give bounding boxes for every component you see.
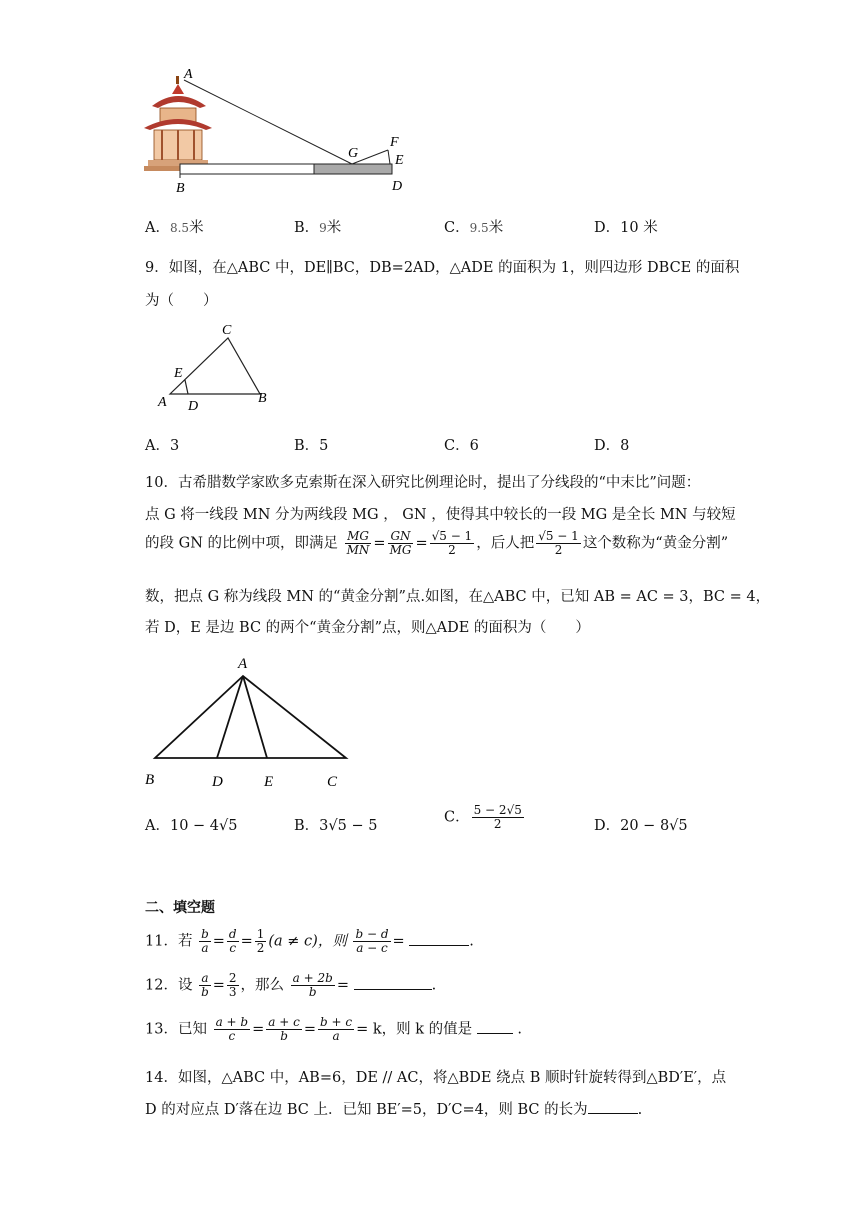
q8-option-d[interactable] bbox=[594, 216, 658, 237]
q14-line2-text: D 的对应点 D′落在边 BC 上．已知 BE′=5，D′C=4，则 BC 的长为 bbox=[145, 1102, 588, 1118]
q11-prefix: 11．若 bbox=[145, 933, 193, 950]
q10-label-E: E bbox=[264, 774, 274, 790]
q8-option-a-letter: A． bbox=[145, 220, 170, 236]
q8-label-E: E bbox=[395, 153, 404, 168]
q8-option-c-letter: C． bbox=[444, 220, 470, 236]
q8-option-c-unit: 米 bbox=[488, 220, 504, 236]
q8-label-B: B bbox=[176, 181, 185, 196]
q8-option-b-letter: B． bbox=[294, 220, 320, 236]
q11-frac-b-a: $\frac{b}{a}$ bbox=[201, 927, 209, 955]
q8-option-a-value: 8.5 bbox=[169, 221, 190, 235]
q12-prefix: 12．设 bbox=[145, 977, 193, 994]
q13-tail: . bbox=[517, 1021, 522, 1038]
q13-frac-1: $\frac{a + b}{c}$ bbox=[215, 1015, 249, 1043]
q8-option-d-value: 10 bbox=[620, 220, 639, 236]
q12-frac-result: $\frac{a + 2b}{b}$ bbox=[292, 971, 333, 999]
q11-frac-result: $\frac{b - d}{a - c}$ bbox=[355, 927, 389, 955]
q12-answer-blank[interactable] bbox=[354, 977, 432, 990]
q14-line2 bbox=[145, 1098, 642, 1119]
q10-line3: 的段 GN 的比例中项，即满足 $\frac{MG}{MN}$ = $\frac{GN}{MG}$ = $\frac{√5 - 1}{2}$ ，后人把 $\frac{√5 - 1}{2}$ 这个数称为“黄金分割” bbox=[145, 529, 729, 557]
q13-prefix: 13．已知 bbox=[145, 1021, 207, 1038]
q9-option-d[interactable]: D．8 bbox=[594, 438, 630, 454]
q12-frac-a-b: $\frac{a}{b}$ bbox=[201, 971, 209, 999]
q11-frac-1-2: $\frac{1}{2}$ bbox=[256, 927, 265, 955]
q9-label-C: C bbox=[222, 323, 232, 338]
q13-answer-blank[interactable] bbox=[477, 1021, 513, 1034]
q8-option-a-unit: 米 bbox=[189, 220, 204, 236]
q8-option-a[interactable] bbox=[145, 216, 204, 237]
q10-line3-mid: ，后人把 bbox=[476, 535, 535, 552]
q8-option-c-value: 9.5 bbox=[469, 221, 489, 235]
q10-figure bbox=[140, 650, 360, 795]
q9-option-c[interactable]: C．6 bbox=[444, 438, 479, 454]
q10-line2: 点 G 将一线段 MN 分为两线段 MG ， GN ，使得其中较长的一段 MG 是全长 MN 与较短 bbox=[145, 507, 736, 523]
q9-text-line1: 9．如图，在△ABC 中，DE∥BC，DB=2AD，△ADE 的面积为 1，则四边形 DBCE 的面积 bbox=[145, 260, 740, 276]
q10-frac-mg-mn: $\frac{MG}{MN}$ bbox=[346, 529, 370, 557]
q9-label-D: D bbox=[188, 399, 199, 414]
q8-option-d-letter: D． bbox=[594, 220, 621, 236]
q8-option-c[interactable] bbox=[444, 216, 503, 237]
q10-frac-gn-mg: $\frac{GN}{MG}$ bbox=[389, 529, 412, 557]
q8-option-b[interactable] bbox=[294, 216, 341, 237]
q10-line4: 数，把点 G 称为线段 MN 的“黄金分割”点.如图，在△ABC 中，已知 AB = AC = 3，BC = 4， bbox=[145, 589, 771, 605]
q9-figure bbox=[150, 318, 280, 416]
q12-tail: . bbox=[431, 977, 437, 994]
q14-answer-blank[interactable] bbox=[588, 1101, 638, 1114]
q8-label-D: D bbox=[392, 179, 403, 194]
q13-mid: = k，则 k 的值是 bbox=[356, 1021, 473, 1038]
q11-answer-blank[interactable] bbox=[409, 933, 469, 946]
q10-label-D: D bbox=[212, 774, 223, 790]
q10-line1: 10．古希腊数学家欧多克索斯在深入研究比例理论时，提出了分线段的“中末比”问题： bbox=[145, 475, 701, 491]
q10-label-A: A bbox=[238, 656, 248, 672]
q12-frac-2-3: $\frac{2}{3}$ bbox=[228, 971, 237, 999]
q14-tail: . bbox=[637, 1102, 643, 1118]
q11: 11．若 $\frac{b}{a}$ = $\frac{d}{c}$ = $\frac{1}{2}$ (a ≠ c)，则 $\frac{b - d}{a - c}$ = . bbox=[145, 927, 474, 955]
q13: 13．已知 $\frac{a + b}{c}$ = $\frac{a + c}{b}$ = $\frac{b + c}{a}$ = k，则 k 的值是 . bbox=[145, 1015, 522, 1043]
q8-option-d-unit: 米 bbox=[643, 220, 658, 236]
q10-line5: 若 D，E 是边 BC 的两个“黄金分割”点，则△ADE 的面积为（ ） bbox=[145, 620, 590, 636]
q12: 12．设 $\frac{a}{b}$ = $\frac{2}{3}$ ，那么 $\frac{a + 2b}{b}$ = . bbox=[145, 971, 437, 999]
q11-frac-d-c: $\frac{d}{c}$ bbox=[228, 927, 237, 955]
q10-label-B: B bbox=[145, 772, 155, 788]
q10-option-c[interactable] bbox=[444, 804, 526, 831]
q10-line3-post: 这个数称为“黄金分割” bbox=[582, 535, 729, 552]
q9-option-b[interactable]: B．5 bbox=[294, 438, 329, 454]
q8-label-F: F bbox=[390, 135, 399, 150]
q10-option-b[interactable]: B．3√5 − 5 bbox=[294, 818, 378, 834]
q10-option-a[interactable]: A．10 − 4√5 bbox=[145, 818, 238, 834]
q11-tail: . bbox=[469, 933, 474, 950]
q8-label-A: A bbox=[184, 67, 193, 82]
q10-option-c-letter: C． bbox=[444, 809, 470, 826]
q14-line1: 14．如图，△ABC 中，AB=6，DE // AC，将△BDE 绕点 B 顺时针旋转得到△BD′E′，点 bbox=[145, 1070, 727, 1086]
q8-option-b-unit: 米 bbox=[326, 220, 342, 236]
q9-label-E: E bbox=[174, 366, 183, 381]
q12-mid: ，那么 bbox=[240, 977, 285, 994]
q10-option-d[interactable]: D．20 − 8√5 bbox=[594, 818, 688, 834]
q10-frac-golden: $\frac{√5 - 1}{2}$ bbox=[431, 529, 473, 557]
q9-text-line2: 为（ ） bbox=[145, 293, 218, 309]
q8-label-G: G bbox=[348, 146, 359, 161]
q10-line3-pre: 的段 GN 的比例中项，即满足 bbox=[145, 535, 338, 552]
q13-frac-2: $\frac{a + c}{b}$ bbox=[268, 1015, 300, 1043]
q13-frac-3: $\frac{b + c}{a}$ bbox=[319, 1015, 353, 1043]
q10-option-c-frac: $\frac{5 - 2√5}{2}$ bbox=[473, 803, 522, 831]
q9-label-A: A bbox=[158, 395, 167, 410]
q11-condition: (a ≠ c)，则 bbox=[268, 933, 347, 950]
q9-option-a[interactable]: A．3 bbox=[145, 438, 180, 454]
q9-label-B: B bbox=[258, 391, 267, 406]
section-title-fill-in: 二、填空题 bbox=[145, 900, 215, 916]
q8-figure bbox=[140, 66, 420, 196]
q10-frac-golden-2: $\frac{√5 - 1}{2}$ bbox=[538, 529, 579, 557]
pagoda-image bbox=[144, 76, 212, 171]
q10-label-C: C bbox=[327, 774, 338, 790]
q8-option-b-value: 9 bbox=[319, 221, 327, 235]
